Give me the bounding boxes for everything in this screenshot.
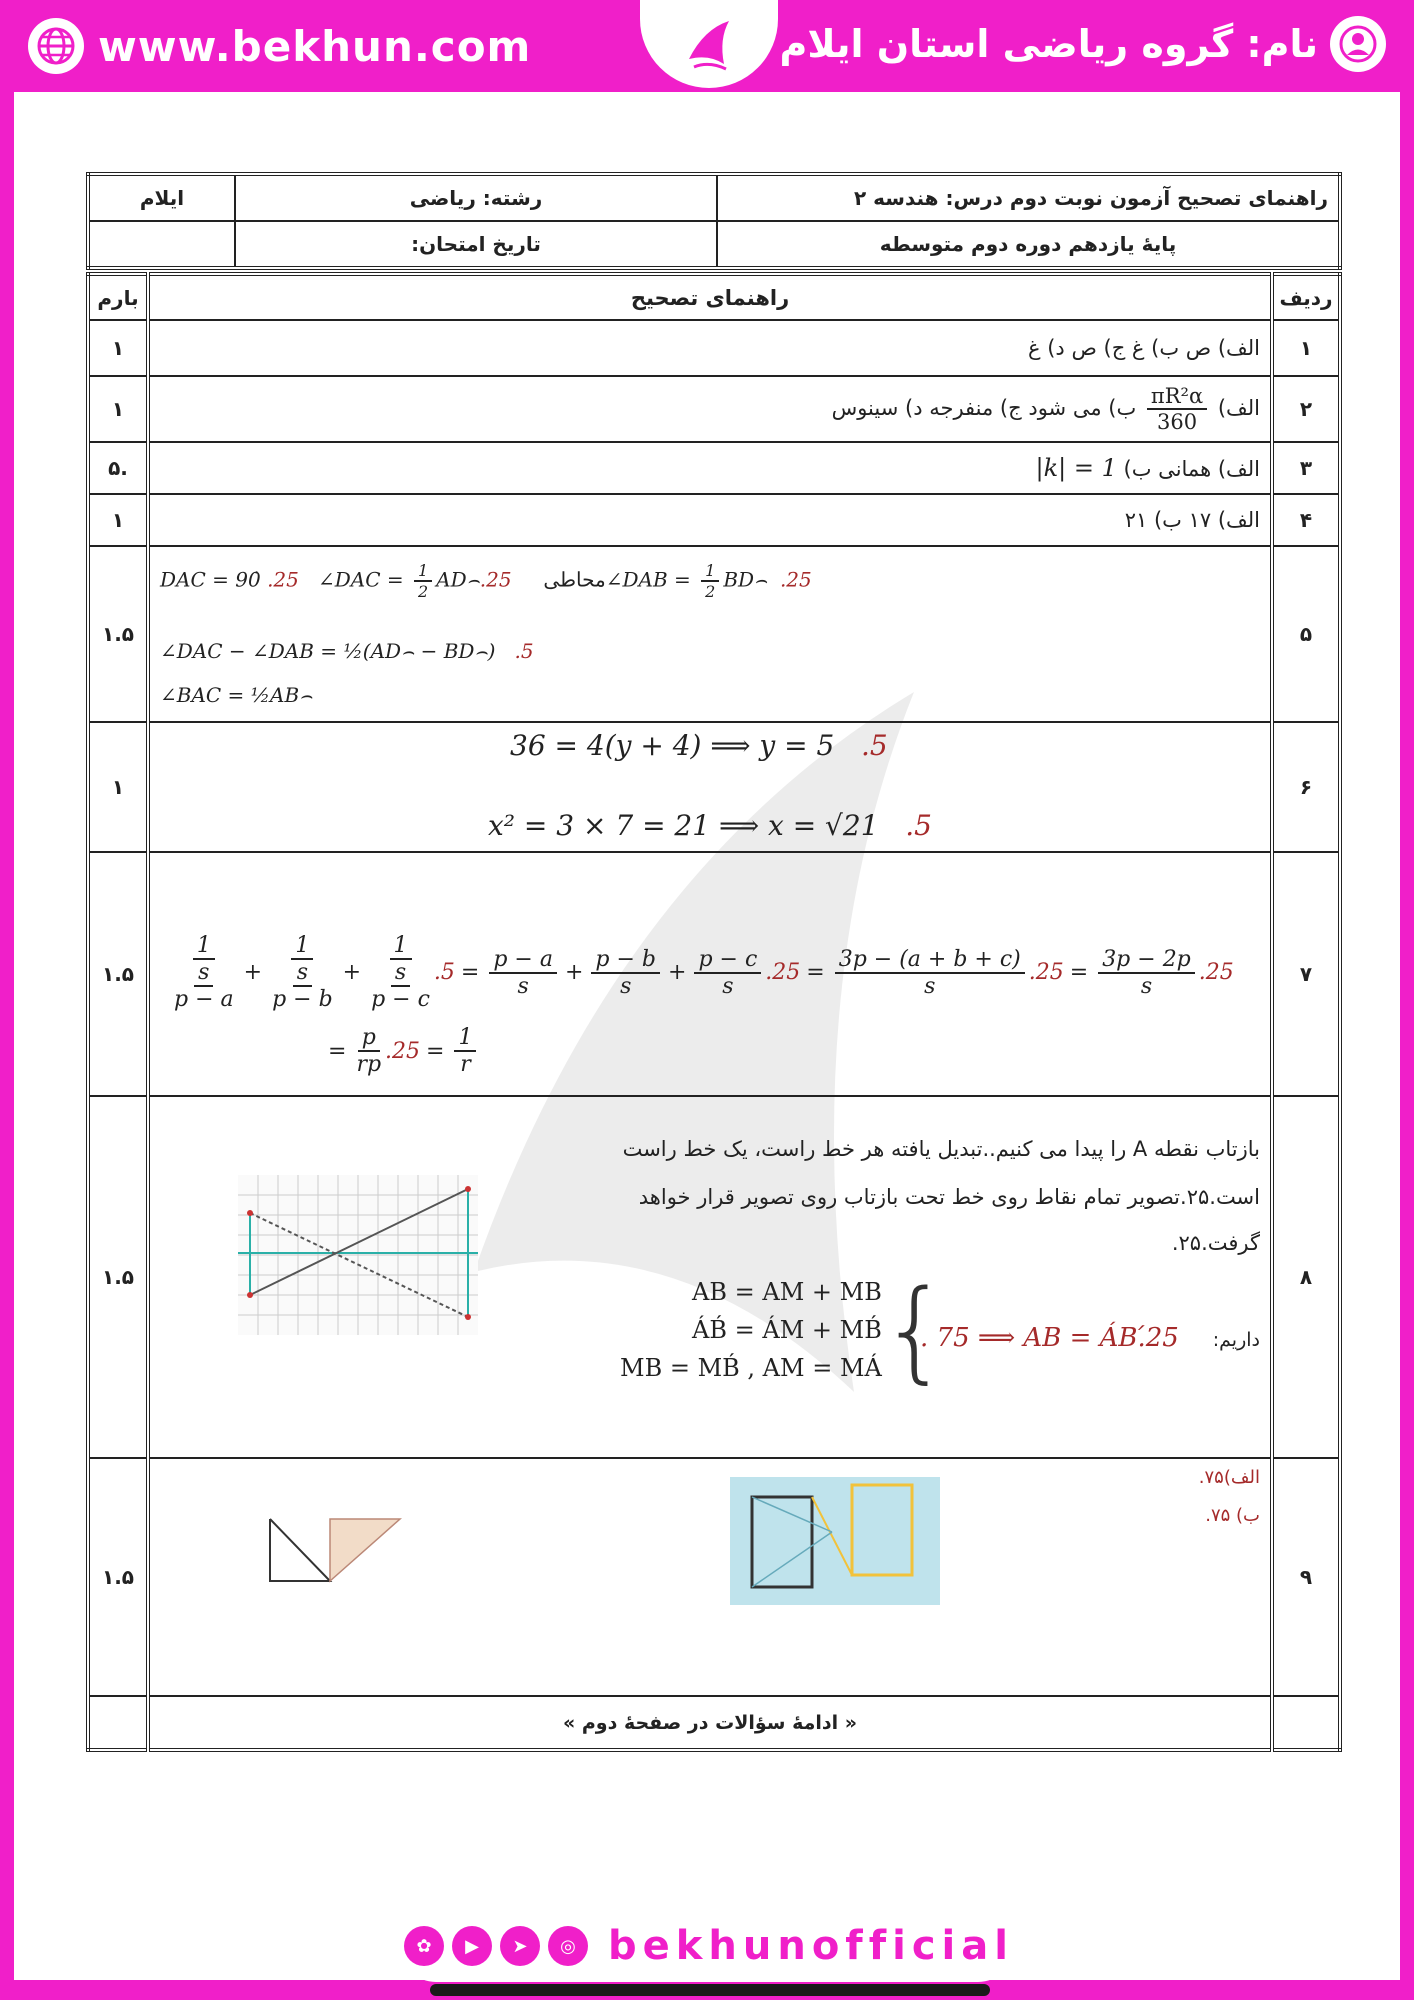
q8-conclusion: . 75 ⟹ AB = ÁB.́25: [920, 1323, 1179, 1353]
exam-date-label: تاریخ امتحان:: [235, 221, 717, 268]
q8-system: AB = AM + MB ÁB́ = ÁM + MB́ MB = MB́ , AM = MÁ: [620, 1278, 882, 1382]
table-row: ۴ الف) ۱۷ ب) ۲۱ ۱: [88, 494, 1340, 546]
exam-header-table: [86, 172, 1342, 270]
q5-line3: ∠BAC = ½AB⌢: [160, 683, 313, 707]
exam-grade: پایهٔ یازدهم دوره دوم متوسطه: [717, 221, 1340, 268]
footer-shadow: [430, 1984, 990, 1996]
square-rotation-figure: [730, 1477, 940, 1605]
bekhun-logo: [640, 0, 778, 88]
arc-length-fraction: $\frac{\text{πR²α}}{360}$: [1147, 384, 1207, 434]
user-icon: [1330, 16, 1386, 72]
instagram-icon[interactable]: ◎: [548, 1926, 588, 1966]
table-row: ۵ DAC = 90̇ .25 ∠DAC = $\frac{1}{2}$ AD⌢.25 محاطی∠DAB = $\frac{1}{2}$ BD⌢ .25 ∠DAC − ∠DAB = ½(AD⌢ − BD⌢) .5 ∠BAC = ½AB⌢ ۱.۵: [88, 546, 1340, 722]
table-row: ۳ الف) همانی ب) |k| = 1 .۵: [88, 442, 1340, 494]
q6-eq2: x² = 3 × 7 = 21 ⟹ x = √21 .5: [488, 809, 932, 842]
site-link[interactable]: [28, 18, 531, 74]
table-row: ۱ الف) ص ب) غ ج) ص د) غ ۱: [88, 320, 1340, 376]
youtube-icon[interactable]: ▶: [452, 1926, 492, 1966]
col-score: بارم: [88, 274, 148, 320]
answer-key: [86, 172, 1342, 1772]
continue-note: « ادامهٔ سؤالات در صفحهٔ دوم »: [148, 1696, 1272, 1750]
aparat-icon[interactable]: ✿: [404, 1926, 444, 1966]
table-row: ۹ الف)۷۵. ب) ۷۵. ۱.۵: [88, 1458, 1340, 1696]
table-row: ۶ 36 = 4(y + 4) ⟹ y = 5 .5 x² = 3 × 7 = 21 ⟹ x = √21 .5 ۱: [88, 722, 1340, 852]
table-row: ۸ بازتاب نقطه A را پیدا می کنیم..تبدیل یافته هر خط راست، یک خط راست است.۲۵.تصویر تمام نقاط روی خط تحت بازتاب روی تصویر قرار خواهد گرفت.۲۵. AB = AM + MB ÁB́ = ÁM + MB́ MB = MB́ , AM = MÁ } . 75 ⟹ AB = ÁB.́25 داریم: ۱.۵: [88, 1096, 1340, 1458]
telegram-icon[interactable]: ➤: [500, 1926, 540, 1966]
table-row: ۲ الف) $\frac{\text{πR²α}}{360}$ ب) می شود ج) منفرجه د) سینوس ۱: [88, 376, 1340, 442]
social-handle[interactable]: bekhunofficial: [608, 1923, 1014, 1969]
q5-line1: DAC = 90̇ .25 ∠DAC = $\frac{1}{2}$ AD⌢.25 محاطی∠DAB = $\frac{1}{2}$ BD⌢ .25: [160, 561, 812, 601]
author-name: نام: گروه ریاضی استان ایلام: [780, 16, 1386, 72]
table-row: ۷ 1 s p − a + 1 s p − b + 1 s p − c .5 = $\frac{p - a}{s}$ + $\frac{p - b}{s}$ + $\frac{p - c}{s}$ .25 = $\frac{3p - (a + b + c)}{s}$ .25 = $\frac{3p - 2p}{s}$ .25 = $\frac{p}{rp}$ .25 = $\frac{1}{r}$ ۱.۵: [88, 852, 1340, 1096]
col-row: ردیف: [1272, 274, 1340, 320]
exam-province: ایلام: [88, 174, 235, 221]
exam-empty-cell: [88, 221, 235, 268]
site-url[interactable]: www.bekhun.com: [98, 21, 532, 71]
triangle-figure: [260, 1509, 410, 1589]
q6-eq1: 36 = 4(y + 4) ⟹ y = 5 .5: [510, 729, 888, 762]
brace: }: [880, 1266, 950, 1394]
globe-icon: [28, 18, 84, 74]
q5-line2: ∠DAC − ∠DAB = ½(AD⌢ − BD⌢) .5: [160, 639, 534, 663]
table-header-row: [88, 274, 1340, 320]
table-row: [88, 1696, 1340, 1750]
exam-field: رشته: ریاضی: [235, 174, 717, 221]
q7-line1: 1 s p − a + 1 s p − b + 1 s p − c .5 = $\frac{p - a}{s}$ + $\frac{p - b}{s}$ + $\frac{p - c}{s}$ .25 = $\frac{3p - (a + b + c)}{s}$ .25 = $\frac{3p - 2p}{s}$ .25: [174, 933, 1234, 1012]
q7-line2: = $\frac{p}{rp}$ .25 = $\frac{1}{r}$: [328, 1025, 480, 1077]
answer-table: [86, 272, 1342, 1752]
page-header: [0, 0, 1414, 92]
social-bar: [400, 1910, 1014, 1982]
reflection-figure: [238, 1175, 478, 1335]
exam-title: راهنمای تصحیح آزمون نوبت دوم درس: هندسه ۲: [717, 174, 1340, 221]
col-guide: راهنمای تصحیح: [148, 274, 1272, 320]
